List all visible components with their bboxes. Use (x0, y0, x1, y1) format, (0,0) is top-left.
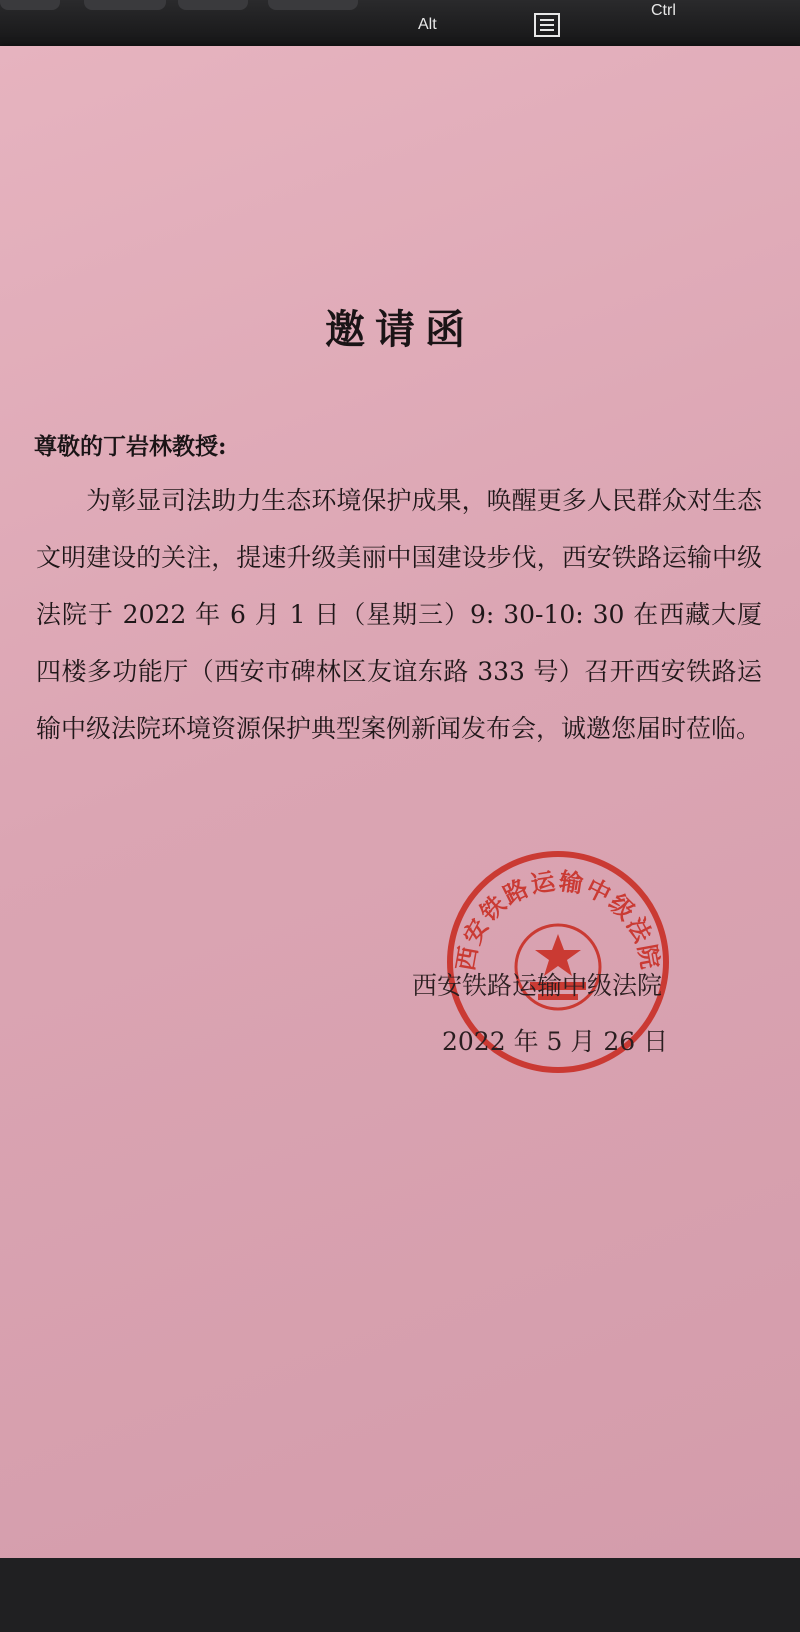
ctrl-key-label: Ctrl (651, 2, 676, 19)
letter-body: 为彰显司法助力生态环境保护成果，唤醒更多人民群众对生态文明建设的关注，提速升级美丽中国建设步伐，西安铁路运输中级法院于 2022 年 6 月 1 日（星期三）9: 30-10: 30 在西藏大厦四楼多功能厅（西安市碑林区友谊东路 333 号）召开西安铁路运输中级法院环境资源保护典型案例新闻发布会，诚邀您届时莅临。 (36, 486, 762, 743)
letter-date: 2022 年 5 月 26 日 (442, 1027, 669, 1056)
keycap (84, 0, 166, 10)
keycap (0, 0, 60, 10)
seal-text: 西安铁路运输中级法院 (451, 867, 665, 973)
menu-key-icon (533, 12, 561, 38)
invitation-paper (0, 46, 800, 1558)
letter-signer: 西安铁路运输中级法院 (412, 971, 663, 1000)
keycap (268, 0, 358, 10)
alt-key-label: Alt (418, 16, 437, 33)
keyboard-edge (0, 0, 800, 48)
desk-surface (0, 1558, 800, 1632)
letter-title: 邀请函 (325, 306, 475, 353)
keycap (178, 0, 248, 10)
letter-salutation: 尊敬的丁岩林教授: (34, 433, 227, 460)
